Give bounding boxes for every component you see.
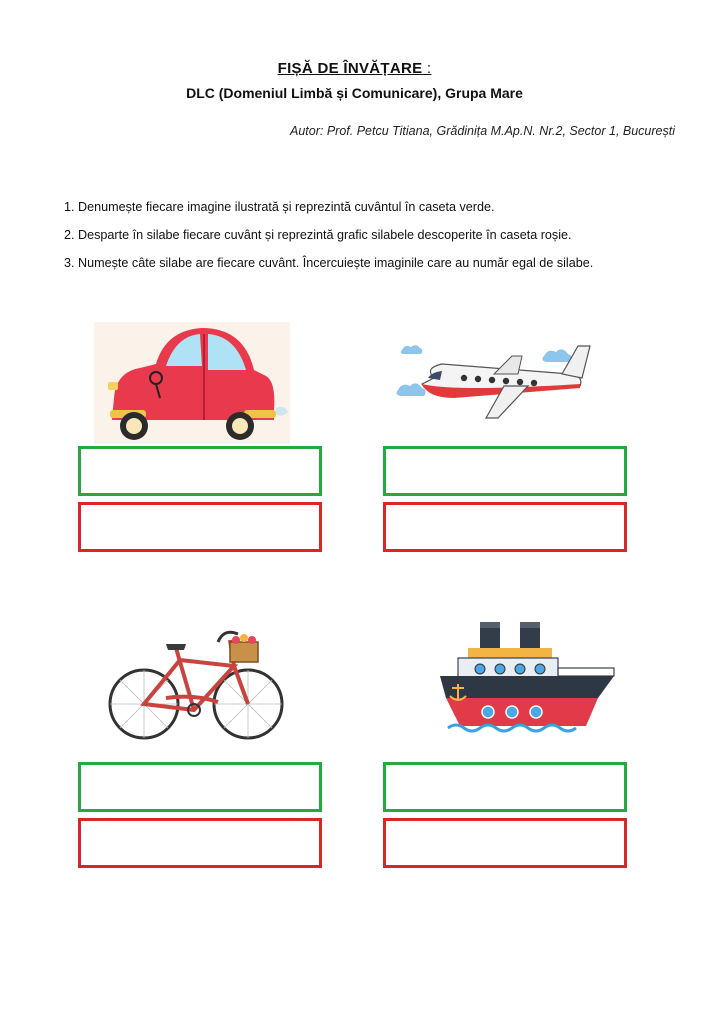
- worksheet-subtitle: DLC (Domeniul Limbă și Comunicare), Grupa Mare: [186, 85, 523, 101]
- bicycle-illustration: [106, 620, 288, 746]
- word-box-airplane[interactable]: [383, 446, 627, 496]
- worksheet-title: FIȘĂ DE ÎNVĂȚARE :: [277, 60, 432, 77]
- syllable-box-car[interactable]: [78, 502, 322, 552]
- car-illustration: [94, 322, 290, 444]
- syllable-box-ship[interactable]: [383, 818, 627, 868]
- syllable-box-bicycle[interactable]: [78, 818, 322, 868]
- instruction-3: 3. Numește câte silabe are fiecare cuvânt. Încercuiește imaginile care au număr egal de silabe.: [64, 256, 594, 270]
- word-box-bicycle[interactable]: [78, 762, 322, 812]
- instruction-2: 2. Desparte în silabe fiecare cuvânt și reprezintă grafic silabele descoperite în caseta roșie.: [64, 228, 572, 242]
- instructions-list: [64, 200, 684, 284]
- word-box-car[interactable]: [78, 446, 322, 496]
- airplane-illustration: [394, 340, 616, 424]
- word-box-ship[interactable]: [383, 762, 627, 812]
- author-line: Autor: Prof. Petcu Titiana, Grădinița M.Ap.N. Nr.2, Sector 1, București: [290, 124, 675, 138]
- instruction-1: 1. Denumește fiecare imagine ilustrată și reprezintă cuvântul în caseta verde.: [64, 200, 495, 214]
- ship-illustration: [438, 620, 616, 738]
- syllable-box-airplane[interactable]: [383, 502, 627, 552]
